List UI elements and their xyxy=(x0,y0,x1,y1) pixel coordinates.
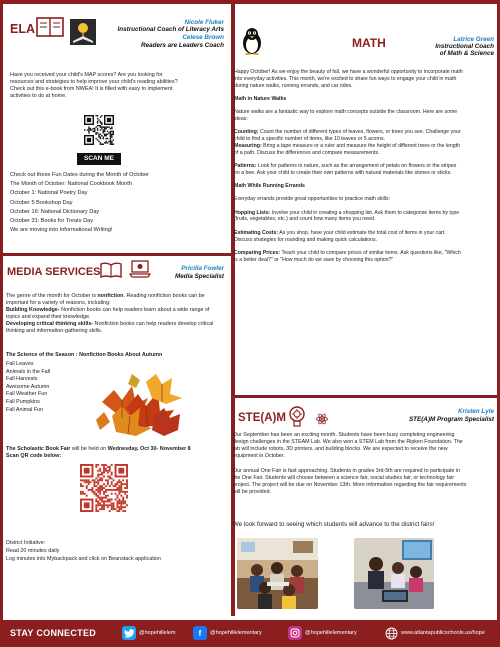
ela-coach-name-1: Nicole Fluker xyxy=(184,19,224,26)
laptop-icon xyxy=(129,259,151,284)
text-run: Our annual One Fair is fast approaching. Students in grades 3rd-5th are required to participate in xyxy=(233,468,461,474)
text-run: Teach your child to compare prices of similar items. Ask questions like, "Which xyxy=(280,249,461,256)
globe-icon xyxy=(384,626,398,640)
text-run: Count the number of different types of leaves, flowers, or trees you see. Challenge your xyxy=(258,129,461,136)
ela-coach-name-2: Celese Brown xyxy=(182,34,224,41)
ela-intro-line: Check out this e-book from NWEA! It is filled with easy to implement xyxy=(10,86,173,92)
fun-day-item: October 5 Bookshop Day xyxy=(10,199,73,206)
text-run: topics and expand their knowledge. xyxy=(6,314,91,320)
math-coach-name: Latrice Green xyxy=(453,36,494,43)
book-lamp-icon xyxy=(70,19,96,50)
fun-day-item: October 31: Books for Treats Day xyxy=(10,218,94,225)
fun-day-item: We are moving into Informational Writing! xyxy=(10,227,113,234)
text-run: As you shop, have your child estimate the total cost of items in your cart. xyxy=(278,229,446,236)
ela-coach-role-1: Instructional Coach of Literacy Arts xyxy=(117,26,224,33)
book-title: Fall Harvests xyxy=(6,376,38,383)
text-run: (fruits, vegetables, etc.) and count how many items you need. xyxy=(234,216,376,223)
book-icon xyxy=(36,16,64,43)
facebook-icon: f xyxy=(193,626,207,640)
steam-specialist-name: Kristen Lyle xyxy=(457,408,494,415)
text-run: ideas: xyxy=(234,115,248,122)
fun-day-item: October 1: National Poetry Day xyxy=(10,190,88,197)
open-book-icon xyxy=(100,261,122,284)
autumn-leaves-image xyxy=(92,372,188,447)
tip-head: Measuring: xyxy=(234,142,262,149)
scan-me-label: SCAN ME xyxy=(77,153,121,165)
text-run: the One Fair. Students will choose between a science fair, social studies fair, or technology fair xyxy=(233,474,455,481)
tip-head: Patterns: xyxy=(234,162,257,169)
penguin-icon xyxy=(241,27,263,60)
ela-title: ELA xyxy=(10,22,35,36)
book-title: Fall Animal Fun xyxy=(6,406,44,413)
tip-head: Hopping Lists: xyxy=(234,209,271,216)
steam-specialist-role: STE(A)M Program Specialist xyxy=(408,416,494,423)
subheading: Math While Running Errands xyxy=(234,183,305,190)
left-border xyxy=(0,0,3,620)
media-specialist-name: Pricilla Fowler xyxy=(181,265,224,272)
steam-title: STE(A)M xyxy=(238,412,286,424)
text-run: Happy October! As we enjoy the beauty of fall, we have a wonderful opportunity to incorporate math xyxy=(234,69,463,75)
text-run: Bring a tape measure or a ruler and measure the height of different trees or the length xyxy=(261,142,460,149)
math-title: MATH xyxy=(352,36,386,50)
text-run: thinking and information-gathering skills. xyxy=(6,328,103,334)
tip-head: Estimating Costs: xyxy=(234,229,279,236)
facebook-handle: @hopehillelementary xyxy=(210,630,262,636)
students-laptop-photo xyxy=(354,538,434,609)
ela-intro xyxy=(10,72,228,100)
text-run: Nonfiction books can help readers learn about a wide range of xyxy=(59,307,210,313)
district-line: Read 20 minutes daily xyxy=(6,548,60,554)
text-run: The genre of the month for October is xyxy=(6,293,98,299)
ela-intro-line: Have you received your child's MAP scores? Are you looking for xyxy=(10,72,163,78)
text-run: . Reading nonfiction books can be xyxy=(123,293,205,299)
text-run: important for a variety of reasons, including: xyxy=(6,300,111,306)
instagram-icon xyxy=(288,626,302,640)
ela-intro-line: resources and strategies to help improve your child's reading abilities? xyxy=(10,79,178,85)
media-title: MEDIA SERVICES xyxy=(7,266,101,278)
ela-fun-days xyxy=(10,171,228,235)
math-coach-role-2: of Math & Science xyxy=(439,50,494,57)
math-steam-divider xyxy=(235,395,497,398)
math-content xyxy=(234,69,496,263)
instagram-link[interactable] xyxy=(288,626,357,640)
text-run: during nature walks, running errands, and car rides. xyxy=(234,82,353,89)
book-title: Animals in the Fall xyxy=(6,368,51,375)
fun-day-item: October 16: National Dictionary Day xyxy=(10,208,100,215)
book-title: Fall Leaves xyxy=(6,361,34,367)
website-link[interactable] xyxy=(384,626,485,640)
text-run: on a bee. Ask your child to create their own patterns with natural materials like stones or sticks. xyxy=(234,169,452,176)
ebook-qr-code[interactable] xyxy=(84,115,114,145)
bullet-head: Building Knowledge- xyxy=(6,307,60,313)
text-run: Nonfiction books can help readers develop critical xyxy=(93,321,214,327)
tip-head: Counting: xyxy=(234,129,259,136)
text-run: Our September has been an exciting month. Students have been busy completing engineering xyxy=(233,432,455,438)
fun-day-item: Check out these Fun Dates during the Month of October xyxy=(10,172,149,178)
text-run: design challenges in the STEAM Lab. We also won a STEM Lab from the Ripken Foundation. The xyxy=(233,438,463,445)
footer-bar xyxy=(0,620,500,647)
text-run: Discuss strategies for rounding and making quick calculations. xyxy=(234,236,378,243)
text-run: Nature walks are a fantastic way to explore math concepts outside the classroom. Here are some xyxy=(234,109,458,116)
text-run: will be held on xyxy=(70,446,108,452)
steam-paragraph-2 xyxy=(233,468,497,496)
ela-coach-role-2: Readers are Leaders Coach xyxy=(141,42,224,49)
steam-paragraph-1 xyxy=(233,432,497,460)
students-classroom-photo xyxy=(237,538,318,609)
book-fair-dates: Wednesday, Oct 30- November 8 xyxy=(107,446,191,452)
district-line: Log minutes into Mybackpack and click on Beanstack application xyxy=(6,556,161,562)
book-fair-name: The Scholastic Book Fair xyxy=(6,446,71,452)
twitter-link[interactable] xyxy=(122,626,175,640)
math-coach-role-1: Instructional Coach xyxy=(435,43,494,50)
media-specialist-role: Media Specialist xyxy=(175,273,224,280)
text-run: of a path. Discuss the differences and compare measurements. xyxy=(234,149,380,156)
science-season-heading: The Science of the Season : Nonfiction Books About Autumn xyxy=(6,352,163,358)
ela-media-divider xyxy=(3,253,231,256)
twitter-handle: @hopehillelem xyxy=(139,630,176,636)
lightbulb-gear-icon xyxy=(286,405,308,434)
genre-highlight: nonfiction xyxy=(97,293,124,299)
text-run: lab will include robots, 3D printers, and building blocks. We are expected to receive the new xyxy=(233,445,448,452)
instagram-handle: @hopehillelementary xyxy=(305,630,357,636)
atom-icon xyxy=(316,412,328,430)
text-run: will be provided. xyxy=(233,488,271,495)
steam-closing: We look forward to seeing which students will advance to the district fairs! xyxy=(233,521,435,528)
book-title: Fall Pumpkins xyxy=(6,398,40,405)
text-run: is a better deal?" or "How much do we save by choosing this option?" xyxy=(234,256,394,263)
twitter-icon xyxy=(122,626,136,640)
book-title: Awesome Autumn xyxy=(6,383,50,390)
subheading: Math in Nature Walks xyxy=(234,95,287,102)
district-line: District Initiative: xyxy=(6,540,46,546)
scan-qr-instruction: Scan QR code below: xyxy=(6,453,62,459)
tip-head: Comparing Prices: xyxy=(234,249,281,256)
top-border xyxy=(0,0,500,4)
media-intro xyxy=(6,293,230,335)
book-title: Fall Weather Fun xyxy=(6,391,48,398)
book-fair-notice xyxy=(6,446,230,460)
bullet-head: Developing critical thinking skills- xyxy=(6,321,94,327)
book-fair-qr-code[interactable] xyxy=(80,464,128,512)
ela-intro-line: activities to do at home. xyxy=(10,93,67,99)
district-initiative xyxy=(6,539,230,563)
autumn-book-list xyxy=(6,361,106,414)
text-run: Everyday errands provide great opportunities to practice math skills: xyxy=(234,196,390,203)
text-run: child to find a specific number of items, like 10 leaves or 5 acorns. xyxy=(234,136,386,143)
text-run: project. The project will be due on November 13th. More information regarding the fair requirements xyxy=(233,481,467,488)
website-url: www.atlantapublicschools.us/hope xyxy=(401,630,485,636)
text-run: equipment in October. xyxy=(233,452,285,459)
text-run: Look for patterns in nature, such as the arrangement of petals on flowers or the stripes xyxy=(256,162,457,169)
text-run: into everyday activities. This month, we're excited to share fun ways to engage your child in math xyxy=(234,75,457,82)
facebook-link[interactable] xyxy=(193,626,262,640)
stay-connected-label: STAY CONNECTED xyxy=(10,628,97,638)
text-run: Involve your child in creating a shopping list. Ask them to categorize items by type xyxy=(270,209,460,216)
fun-day-item: The Month of October: National Cookbook Month xyxy=(10,181,132,188)
